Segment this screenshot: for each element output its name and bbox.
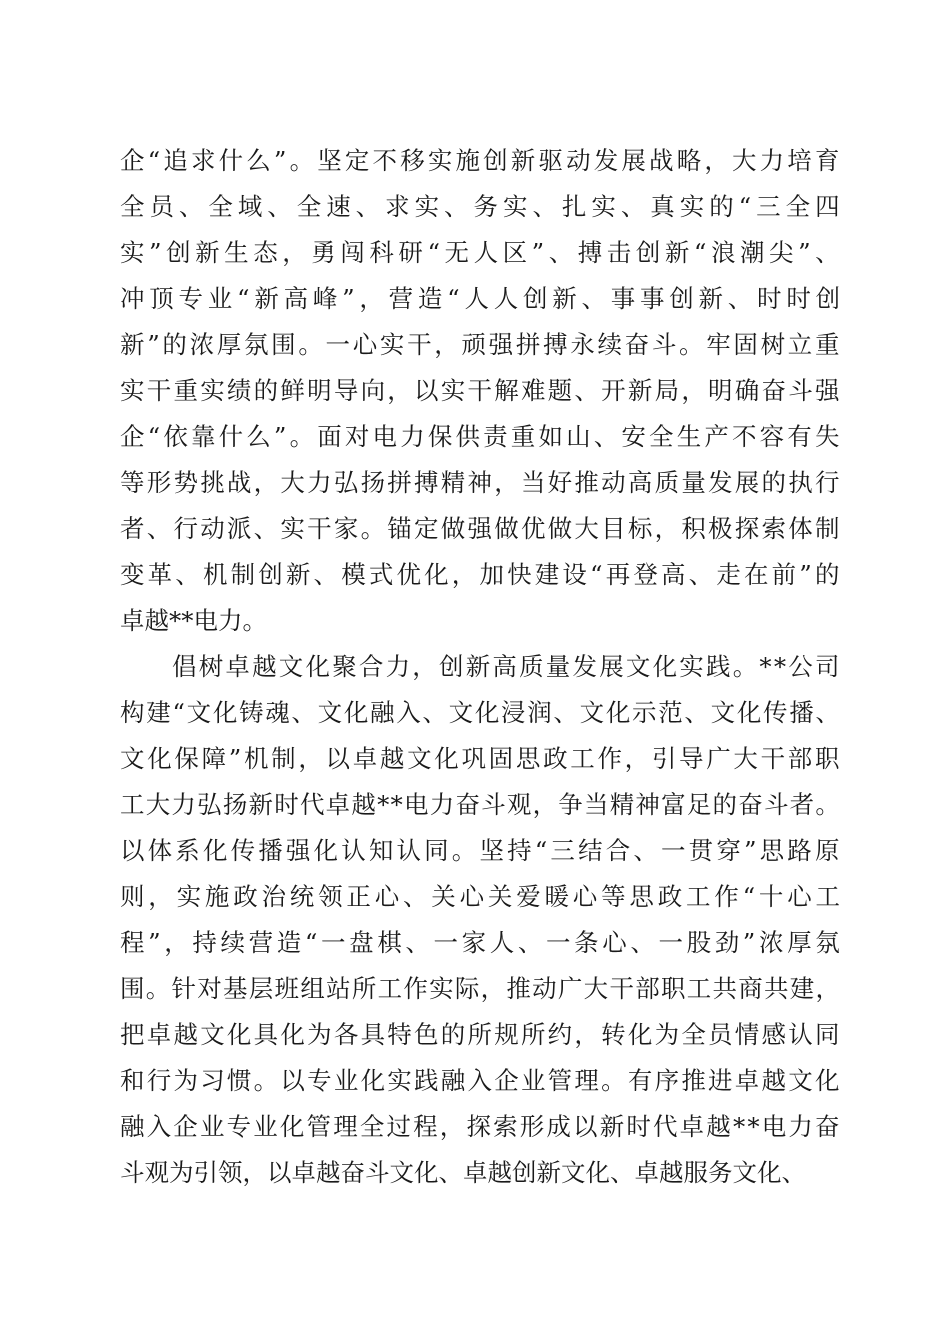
paragraph-1-line-7: 企“依靠什么”。面对电力保供责重如山、安全生产不容有失	[120, 422, 843, 451]
paragraph-1-line-9: 者、行动派、实干家。锚定做强做优做大目标，积极探索体制	[120, 514, 842, 543]
paragraph-2-line-5: 以体系化传播强化认知认同。坚持“三结合、一贯穿”思路原	[120, 836, 843, 865]
paragraph-1-line-5: 新”的浓厚氛围。一心实干，顽强拼搏永续奋斗。牢固树立重	[120, 330, 843, 359]
paragraph-1-line-6: 实干重实绩的鲜明导向，以实干解难题、开新局，明确奋斗强	[120, 376, 842, 405]
paragraph-2-line-3: 文化保障”机制，以卓越文化巩固思政工作，引导广大干部职	[120, 744, 843, 773]
paragraph-2-line-1: 倡树卓越文化聚合力，创新高质量发展文化实践。**公司	[172, 652, 842, 681]
paragraph-2-line-2: 构建“文化铸魂、文化融入、文化浸润、文化示范、文化传播、	[120, 698, 842, 727]
paragraph-2-line-12: 斗观为引领，以卓越奋斗文化、卓越创新文化、卓越服务文化、	[120, 1158, 806, 1187]
paragraph-2-line-7: 程”，持续营造“一盘棋、一家人、一条心、一股劲”浓厚氛	[120, 928, 844, 957]
paragraph-1-line-8: 等形势挑战，大力弘扬拼搏精神，当好推动高质量发展的执行	[120, 468, 842, 497]
paragraph-2-line-6: 则，实施政治统领正心、关心关爱暖心等思政工作“十心工	[120, 882, 844, 911]
paragraph-1-line-2: 全员、全域、全速、求实、务实、扎实、真实的“三全四	[120, 192, 845, 221]
paragraph-2-line-8: 围。针对基层班组站所工作实际，推动广大干部职工共商共建，	[120, 974, 842, 1003]
paragraph-1-line-3: 实”创新生态，勇闯科研“无人区”、搏击创新“浪潮尖”、	[120, 238, 845, 267]
paragraph-2-line-9: 把卓越文化具化为各具特色的所规所约，转化为全员情感认同	[120, 1020, 842, 1049]
paragraph-1-line-4: 冲顶专业“新高峰”，营造“人人创新、事事创新、时时创	[120, 284, 845, 313]
paragraph-1-line-11: 卓越**电力。	[120, 606, 267, 635]
paragraph-2-line-11: 融入企业专业化管理全过程，探索形成以新时代卓越**电力奋	[120, 1112, 842, 1141]
paragraph-2-line-10: 和行为习惯。以专业化实践融入企业管理。有序推进卓越文化	[120, 1066, 842, 1095]
paragraph-1-line-10: 变革、机制创新、模式优化，加快建设“再登高、走在前”的	[120, 560, 843, 589]
paragraph-1-line-1: 企“追求什么”。坚定不移实施创新驱动发展战略，大力培育	[120, 146, 843, 175]
paragraph-2-line-4: 工大力弘扬新时代卓越**电力奋斗观，争当精神富足的奋斗者。	[120, 790, 842, 819]
